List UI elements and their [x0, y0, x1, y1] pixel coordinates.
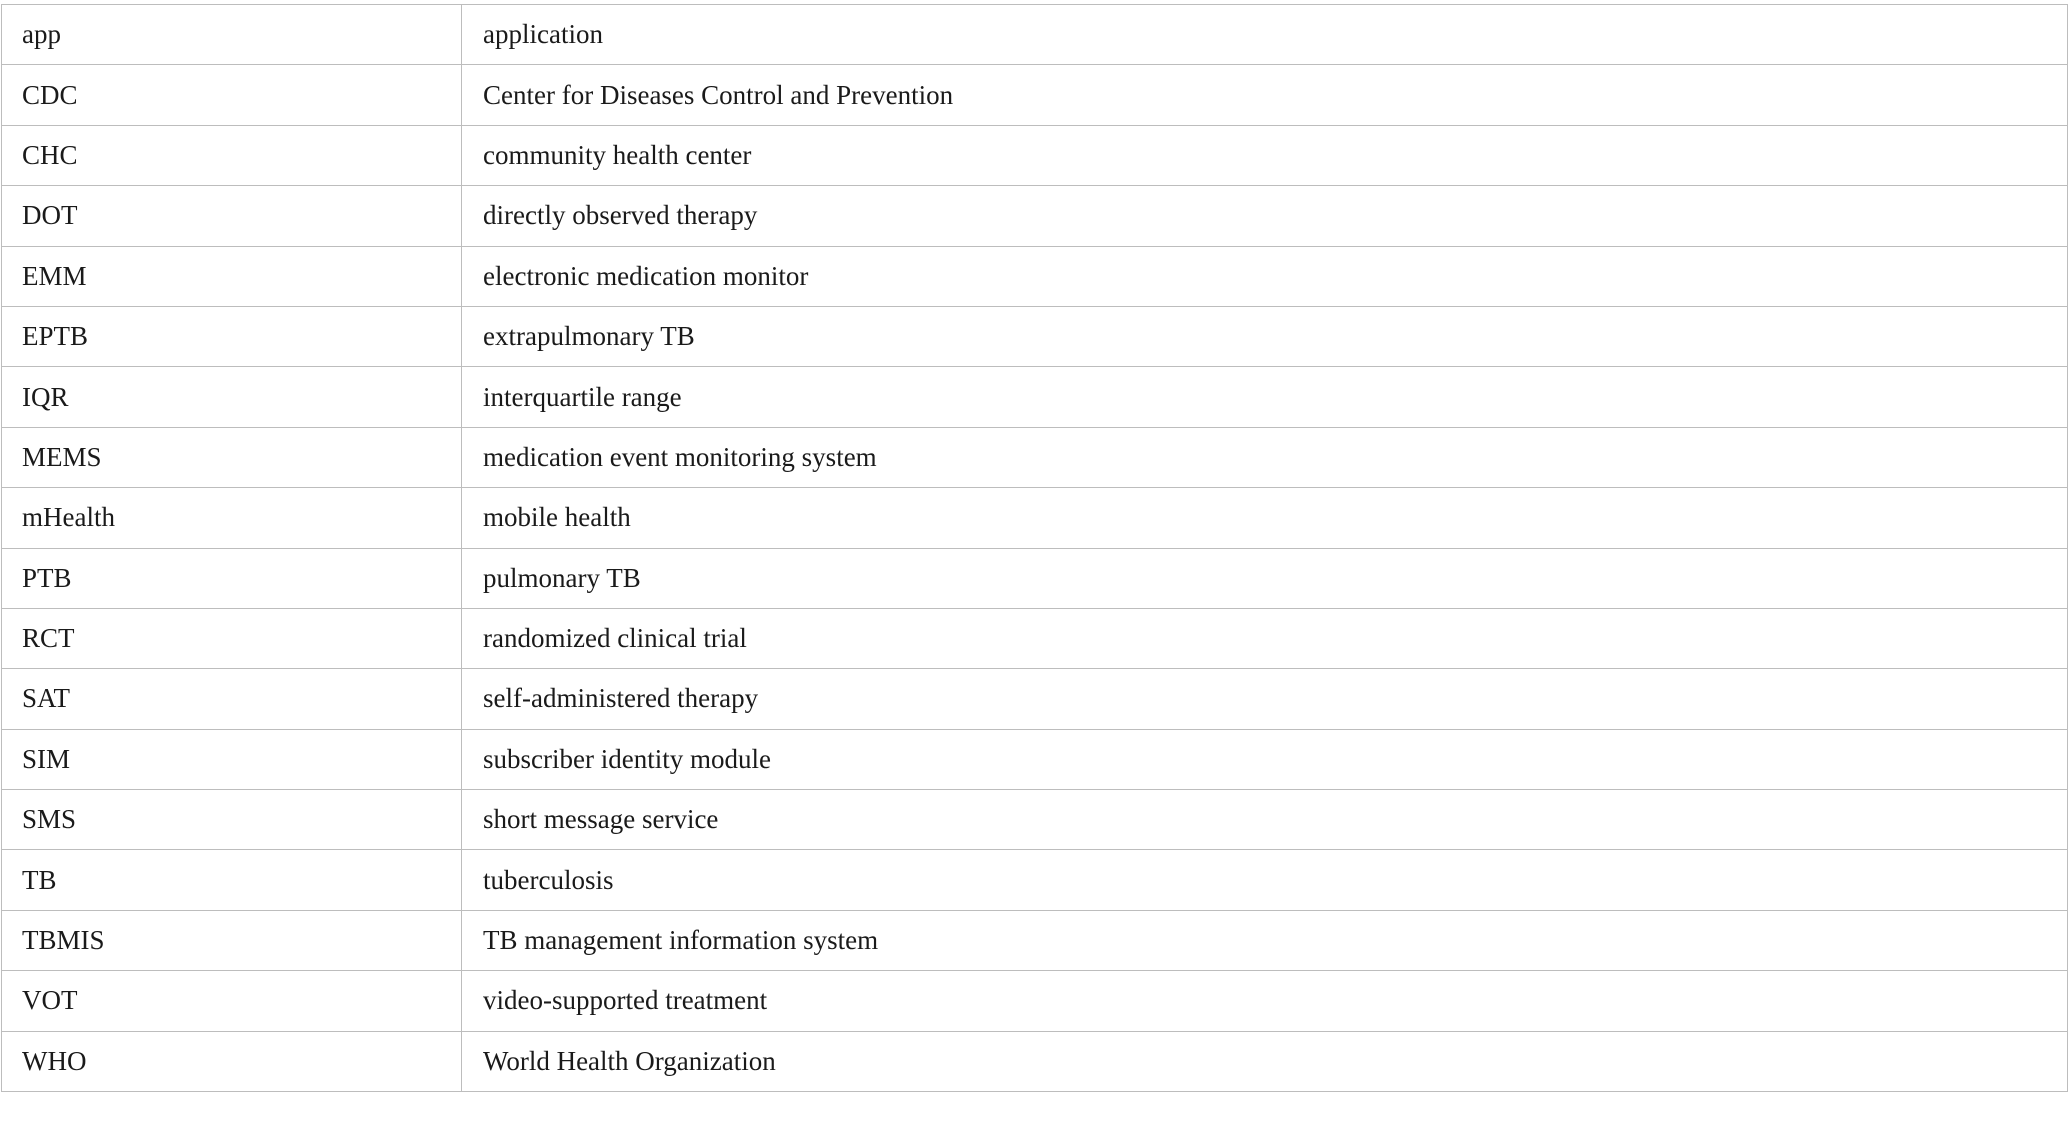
definition-cell: randomized clinical trial — [462, 608, 2068, 668]
definition-cell: community health center — [462, 125, 2068, 185]
definition-cell: mobile health — [462, 488, 2068, 548]
table-row — [2, 488, 2068, 548]
table-row — [2, 186, 2068, 246]
table-row — [2, 65, 2068, 125]
table-row — [2, 729, 2068, 789]
definition-cell: application — [462, 5, 2068, 65]
definition-cell: World Health Organization — [462, 1031, 2068, 1091]
abbreviation-cell: IQR — [2, 367, 462, 427]
abbreviation-cell: RCT — [2, 608, 462, 668]
abbreviation-cell: EMM — [2, 246, 462, 306]
definition-cell: subscriber identity module — [462, 729, 2068, 789]
table-row — [2, 910, 2068, 970]
abbreviation-cell: mHealth — [2, 488, 462, 548]
definition-cell: short message service — [462, 790, 2068, 850]
definition-cell: TB management information system — [462, 910, 2068, 970]
abbreviation-cell: CHC — [2, 125, 462, 185]
abbreviations-table — [1, 4, 2068, 1092]
abbreviation-cell: SAT — [2, 669, 462, 729]
abbreviation-cell: app — [2, 5, 462, 65]
abbreviation-cell: SIM — [2, 729, 462, 789]
table-row — [2, 850, 2068, 910]
abbreviation-cell: VOT — [2, 971, 462, 1031]
definition-cell: pulmonary TB — [462, 548, 2068, 608]
table-row — [2, 125, 2068, 185]
definition-cell: interquartile range — [462, 367, 2068, 427]
abbreviation-cell: EPTB — [2, 306, 462, 366]
abbreviation-cell: CDC — [2, 65, 462, 125]
abbreviation-cell: DOT — [2, 186, 462, 246]
abbreviation-cell: SMS — [2, 790, 462, 850]
table-row — [2, 608, 2068, 668]
table-row — [2, 1031, 2068, 1091]
definition-cell: extrapulmonary TB — [462, 306, 2068, 366]
definition-cell: electronic medication monitor — [462, 246, 2068, 306]
definition-cell: self-administered therapy — [462, 669, 2068, 729]
abbreviation-cell: WHO — [2, 1031, 462, 1091]
definition-cell: tuberculosis — [462, 850, 2068, 910]
abbreviation-cell: PTB — [2, 548, 462, 608]
abbreviation-cell: TB — [2, 850, 462, 910]
definition-cell: Center for Diseases Control and Prevention — [462, 65, 2068, 125]
table-row — [2, 669, 2068, 729]
table-row — [2, 790, 2068, 850]
abbreviation-cell: MEMS — [2, 427, 462, 487]
abbreviations-table-body — [2, 5, 2068, 1092]
table-row — [2, 5, 2068, 65]
table-row — [2, 246, 2068, 306]
definition-cell: video-supported treatment — [462, 971, 2068, 1031]
abbreviation-cell: TBMIS — [2, 910, 462, 970]
table-row — [2, 427, 2068, 487]
table-row — [2, 367, 2068, 427]
table-row — [2, 548, 2068, 608]
definition-cell: medication event monitoring system — [462, 427, 2068, 487]
table-row — [2, 306, 2068, 366]
definition-cell: directly observed therapy — [462, 186, 2068, 246]
table-row — [2, 971, 2068, 1031]
